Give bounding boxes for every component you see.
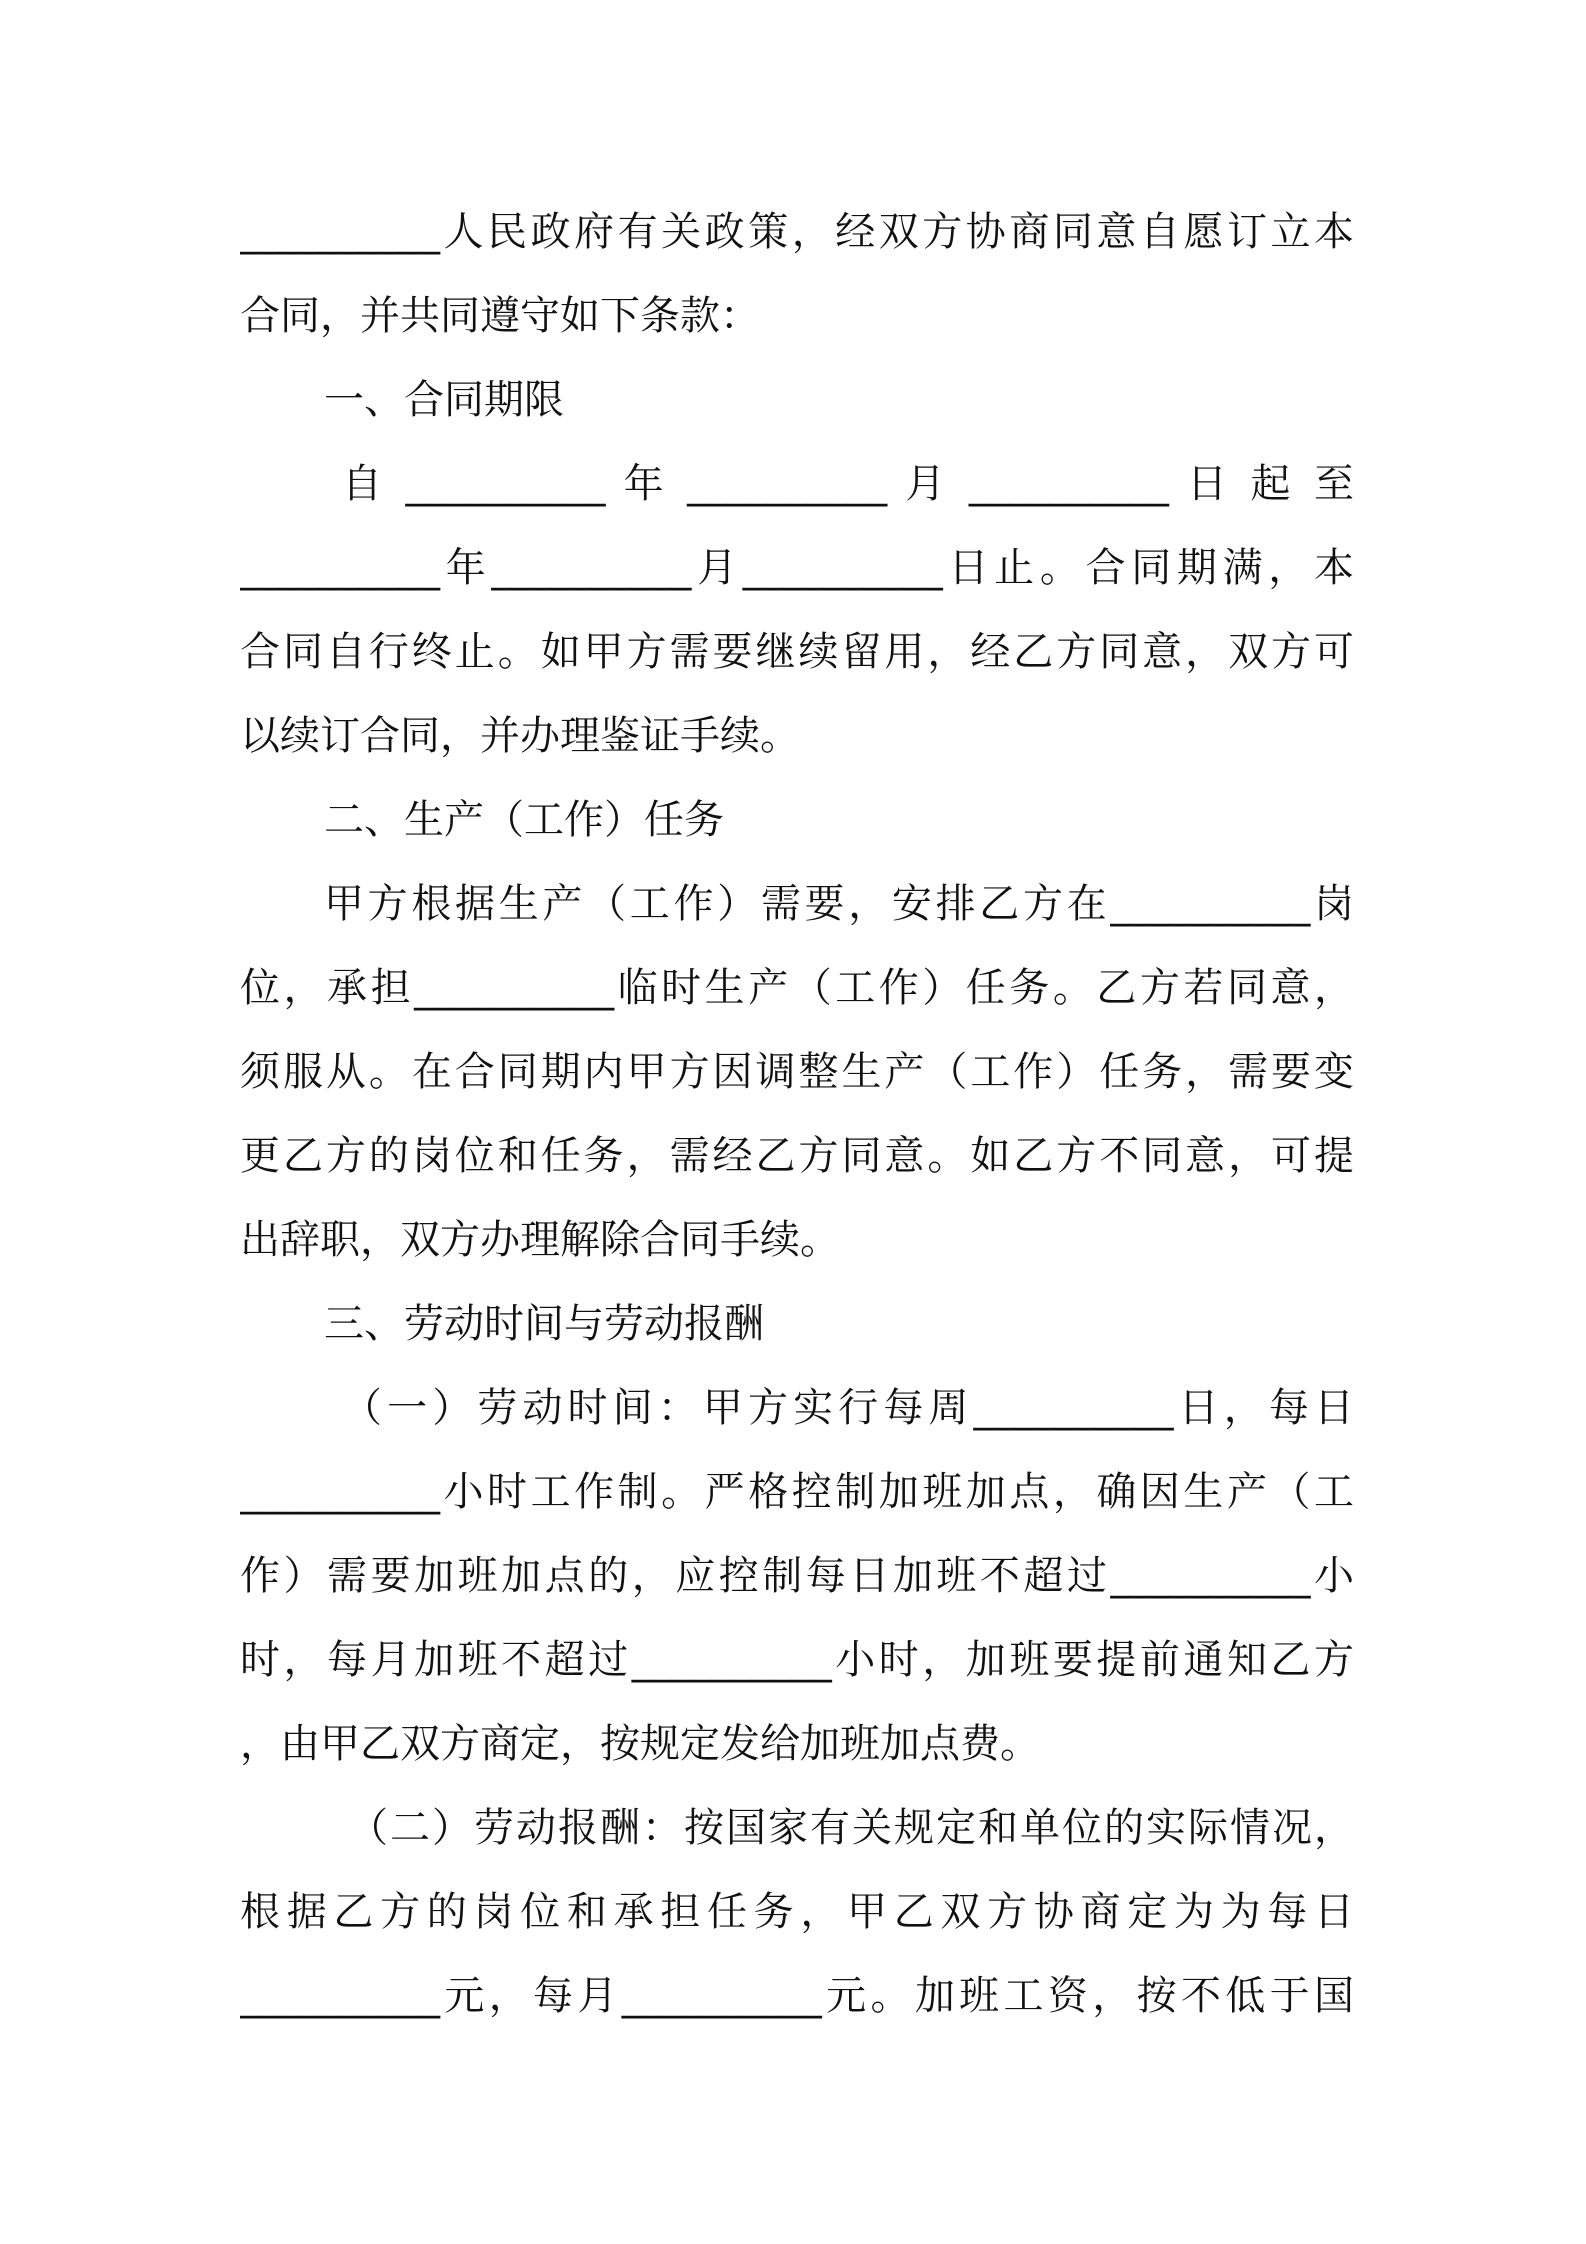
section-heading: 一、合同期限: [324, 377, 564, 423]
body-line: 合同，并共同遵守如下条款：: [240, 293, 760, 339]
body-line: __________元，每月__________元。加班工资，按不低于国: [240, 1973, 1354, 2019]
body-line: 根据乙方的岗位和承担任务，甲乙双方协商定为为每日: [240, 1889, 1354, 1935]
section-heading: 三、劳动时间与劳动报酬: [324, 1301, 764, 1347]
body-line: 须服从。在合同期内甲方因调整生产（工作）任务，需要变: [240, 1049, 1354, 1095]
body-line: 以续订合同，并办理鉴证手续。: [240, 713, 800, 759]
body-line: 时，每月加班不超过__________小时，加班要提前通知乙方: [240, 1637, 1354, 1683]
body-line: __________人民政府有关政策，经双方协商同意自愿订立本: [240, 209, 1354, 255]
body-line: 更乙方的岗位和任务，需经乙方同意。如乙方不同意，可提: [240, 1133, 1354, 1179]
body-line: （二）劳动报酬：按国家有关规定和单位的实际情况，: [348, 1805, 1354, 1851]
body-line: 出辞职，双方办理解除合同手续。: [240, 1217, 840, 1263]
body-line: 自 __________ 年 __________ 月 __________ 日 起 至: [342, 461, 1354, 507]
body-line: __________小时工作制。严格控制加班加点，确因生产（工: [240, 1469, 1354, 1515]
body-line: 甲方根据生产（工作）需要，安排乙方在__________岗: [324, 881, 1354, 927]
section-heading: 二、生产（工作）任务: [324, 797, 724, 843]
body-line: 位，承担__________临时生产（工作）任务。乙方若同意，: [240, 965, 1354, 1011]
body-line: ，由甲乙双方商定，按规定发给加班加点费。: [240, 1721, 1040, 1767]
body-line: 合同自行终止。如甲方需要继续留用，经乙方同意，双方可: [240, 629, 1354, 675]
body-line: 作）需要加班加点的，应控制每日加班不超过__________小: [240, 1553, 1354, 1599]
body-line: __________年__________月__________日止。合同期满，本: [240, 545, 1354, 591]
body-line: （一）劳动时间：甲方实行每周__________日，每日: [342, 1385, 1354, 1431]
contract-body: [240, 190, 1354, 2038]
